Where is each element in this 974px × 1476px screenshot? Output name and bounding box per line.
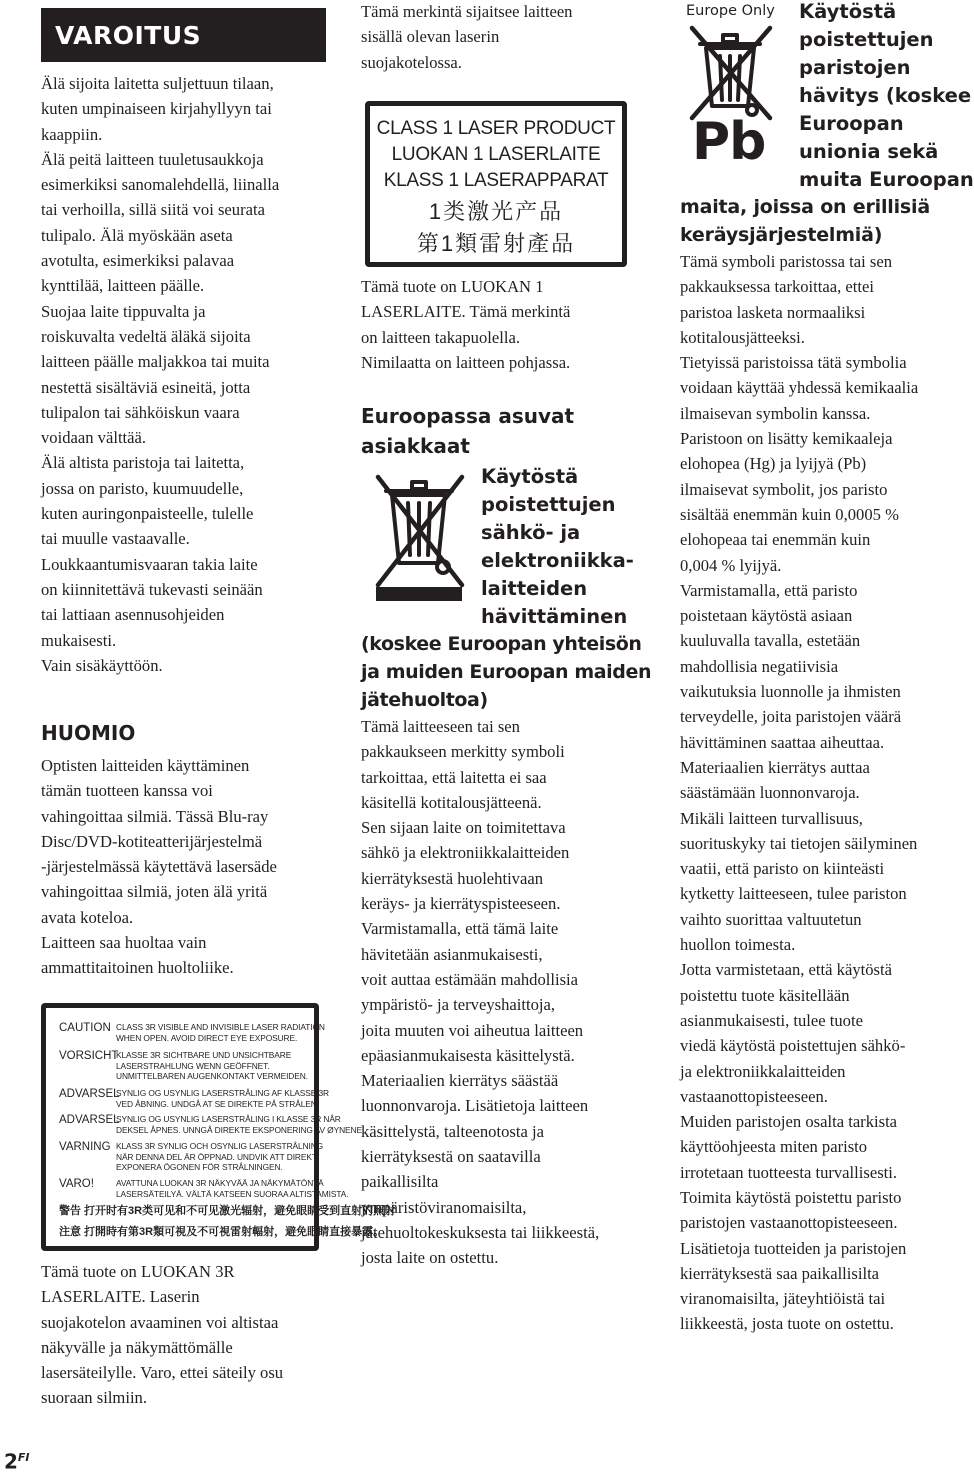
caution-text-line: SYNLIG OG USYNLIG LASERSTRÅLING AF KLASSE 3R bbox=[116, 1088, 329, 1098]
text-line: epäasianmukaisesta käsittelystä. bbox=[361, 1045, 575, 1065]
text-line: Toimita käytöstä poistettu paristo bbox=[680, 1187, 902, 1207]
caution-language-key: ADVARSEL bbox=[59, 1088, 120, 1100]
class3r-paragraph bbox=[41, 1259, 331, 1411]
text-line: ilmaisevat symbolit, jos paristo bbox=[680, 479, 888, 499]
text-line: sähkö ja elektroniikkalaitteiden bbox=[361, 843, 570, 863]
text-line: poistettujen bbox=[481, 493, 616, 516]
caution-language-key: ADVARSEL bbox=[59, 1114, 120, 1126]
text-line: maita, joissa on erillisiä bbox=[680, 196, 930, 218]
caution-text-line: KLASSE 3R SICHTBARE UND UNSICHTBARE bbox=[116, 1050, 292, 1060]
text-line: asiakkaat bbox=[361, 434, 470, 458]
text-line: elektroniikka- bbox=[481, 549, 634, 572]
laser-label-line: LUOKAN 1 LASERLAITE bbox=[391, 144, 601, 165]
text-line: Älä altista paristoja tai laitetta, bbox=[41, 453, 245, 473]
text-line: Tämä merkintä sijaitsee laitteen bbox=[361, 2, 573, 21]
text-line: mukaisesti. bbox=[41, 630, 117, 650]
text-line: mahdollisia negatiivisia bbox=[680, 656, 839, 676]
text-line: ja muiden Euroopan maiden bbox=[361, 661, 652, 683]
caution-cjk-line: 警告 打开时有3R类可见和不可见激光辐射，避免眼睛受到直射的照射 bbox=[59, 1205, 396, 1217]
text-line: Nimilaatta on laitteen pohjassa. bbox=[361, 352, 571, 372]
text-line: Tämä tuote on LUOKAN 3R bbox=[41, 1262, 235, 1281]
class1-paragraphs bbox=[361, 274, 651, 375]
europe-only-caption: Europe Only bbox=[686, 3, 775, 19]
paragraph bbox=[680, 957, 965, 1109]
text-line: hävittäminen bbox=[481, 605, 628, 628]
text-line: vaatii, että paristo on kiinteästi bbox=[680, 859, 885, 879]
caution-text-line: EXPONERA ÖGONEN FÖR STRÅLNINGEN. bbox=[116, 1162, 283, 1173]
text-line: Mikäli laitteen turvallisuus, bbox=[680, 808, 863, 828]
text-line: hävittäminen saattaa aiheuttaa. bbox=[680, 732, 885, 752]
text-line: ympäristöviranomaisilta, bbox=[361, 1197, 527, 1217]
text-line: tai muulle vastaavalle. bbox=[41, 529, 190, 549]
text-line: vaihto suorittaa valtuutetun bbox=[680, 909, 862, 929]
laser-label-line: CLASS 1 LASER PRODUCT bbox=[376, 118, 616, 139]
paragraph bbox=[41, 753, 331, 930]
crossed-out-bin-icon bbox=[372, 467, 468, 605]
text-line: jätehuoltoa) bbox=[361, 689, 488, 711]
caution-language-key: VARNING bbox=[59, 1141, 111, 1153]
laser-label-cjk-line: 1类激光产品 bbox=[428, 199, 564, 224]
text-line: poistettujen bbox=[799, 28, 934, 51]
lead-symbol: Pb bbox=[692, 112, 766, 172]
text-line: Jotta varmistetaan, että käytöstä bbox=[680, 960, 892, 980]
weee-disposal-heading bbox=[481, 463, 634, 631]
text-line: pakkauksessa tarkoittaa, ettei bbox=[680, 277, 874, 297]
battery-disposal-heading-full bbox=[680, 193, 930, 249]
paragraph bbox=[680, 350, 965, 578]
text-line: hävitys (koskee bbox=[799, 84, 972, 107]
text-line: Tämä laitteeseen tai sen bbox=[361, 717, 520, 736]
warning-title: VAROITUS bbox=[55, 20, 202, 50]
caution-row bbox=[59, 1114, 365, 1135]
text-line: ja elektroniikkalaitteiden bbox=[680, 1061, 846, 1081]
text-line: hävitetään asianmukaisesti, bbox=[361, 944, 543, 964]
text-line: poistetaan käytöstä asiaan bbox=[680, 606, 853, 626]
caution-text-line: UNMITTELBAREN AUGENKONTAKT VERMEIDEN. bbox=[116, 1071, 308, 1082]
text-line: liikkeestä, josta tuote on ostettu. bbox=[680, 1314, 894, 1334]
text-line: Euroopan bbox=[799, 112, 904, 135]
text-line: kierrätyksestä huolehtivaan bbox=[361, 868, 544, 888]
text-line: näkyvälle ja näkymättömälle bbox=[41, 1337, 233, 1357]
caution-text bbox=[116, 1088, 329, 1109]
text-line: vaikutuksia luonnolle ja ihmisten bbox=[680, 682, 901, 702]
text-line: 0,004 % lyijyä. bbox=[680, 555, 782, 575]
paragraph bbox=[41, 930, 331, 981]
text-line: Käytöstä bbox=[799, 0, 897, 23]
text-line: elohopeaa tai enemmän kuin bbox=[680, 530, 871, 550]
text-line: Älä peitä laitteen tuuletusaukkoja bbox=[41, 149, 264, 169]
text-line: josta laite on ostettu. bbox=[361, 1248, 499, 1268]
caution-text-line: KLASS 3R SYNLIG OCH OSYNLIG LASERSTRÅLNING bbox=[116, 1141, 324, 1151]
paragraph bbox=[41, 552, 331, 653]
laser-location-paragraph bbox=[361, 0, 651, 75]
laser-label-line: KLASS 1 LASERAPPARAT bbox=[383, 170, 609, 191]
caution-row bbox=[59, 1088, 329, 1109]
paragraph bbox=[41, 450, 331, 551]
text-line: sisällä olevan laserin bbox=[361, 27, 500, 47]
text-line: tai lattiaan asennusohjeiden bbox=[41, 605, 225, 625]
text-line: kierrätyksestä on saatavilla bbox=[361, 1147, 541, 1167]
text-line: keräysjärjestelmiä) bbox=[680, 224, 883, 246]
text-line: kuten umpinaiseen kirjahyllyyn tai bbox=[41, 99, 272, 119]
text-line: vahingoittaa silmiä, joten älä yritä bbox=[41, 882, 268, 902]
text-line: terveydelle, joita paristojen väärä bbox=[680, 707, 902, 727]
caution-text bbox=[116, 1141, 323, 1173]
text-line: käsittelystä, talteenotosta ja bbox=[361, 1121, 544, 1141]
caution-text bbox=[116, 1022, 325, 1043]
caution-text-line: NÄR DENNA DEL ÄR ÖPPNAD. UNDVIK ATT DIREKT bbox=[116, 1151, 317, 1162]
text-line: roiskuvalta vedeltä äläkä sijoita bbox=[41, 326, 251, 346]
text-line: Lisätietoja tuotteiden ja paristojen bbox=[680, 1238, 907, 1258]
text-line: avata koteloa. bbox=[41, 907, 134, 927]
text-line: tulipalo. Älä myöskään aseta bbox=[41, 225, 233, 245]
text-line: paikallisilta bbox=[361, 1172, 439, 1192]
text-line: vahingoittaa silmiä. Tässä Blu-ray bbox=[41, 806, 269, 826]
text-line: Tämä tuote on LUOKAN 1 bbox=[361, 277, 544, 296]
text-line: kotitalousjätteeksi. bbox=[680, 327, 805, 347]
notice-heading: HUOMIO bbox=[41, 721, 136, 745]
text-line: asianmukaisesti, tulee tuote bbox=[680, 1010, 863, 1030]
text-line: suojakotelon avaaminen voi altistaa bbox=[41, 1312, 279, 1332]
text-line: tai verhoilla, sillä siitä voi seurata bbox=[41, 200, 265, 220]
text-line: laitteiden bbox=[481, 577, 588, 600]
caution-text-line: LASERSÄTEILYÄ. VÄLTÄ KATSEEN SUORAA ALTISTAMISTA. bbox=[116, 1188, 349, 1199]
text-line: elohopea (Hg) ja lyijyä (Pb) bbox=[680, 454, 867, 474]
text-line: Loukkaantumisvaaran takia laite bbox=[41, 554, 258, 574]
text-line: kierrätyksestä saa paikallisilta bbox=[680, 1263, 880, 1283]
text-line: voidaan käyttää yhdessä kemikaalia bbox=[680, 378, 919, 398]
class1-laser-label bbox=[365, 101, 627, 267]
caution-language-key: VORSICHT bbox=[59, 1050, 119, 1062]
battery-disposal-paragraphs bbox=[680, 249, 965, 1337]
text-line: on kiinnitettävä tukevasti seinään bbox=[41, 579, 263, 599]
text-line: Käytöstä bbox=[481, 465, 579, 488]
text-line: käsitellä kotitalousjätteenä. bbox=[361, 792, 542, 812]
text-line: Materiaalien kierrätys auttaa bbox=[680, 757, 870, 777]
section-heading bbox=[361, 401, 574, 461]
text-line: paristojen vastaanottopisteeseen. bbox=[680, 1213, 898, 1233]
text-line: Optisten laitteiden käyttäminen bbox=[41, 756, 250, 775]
text-line: lasersäteilylle. Varo, ettei säteily osu bbox=[41, 1363, 284, 1383]
text-line: Paristoon on lisätty kemikaaleja bbox=[680, 429, 893, 449]
paragraph bbox=[361, 274, 651, 350]
text-line: poistettu tuote käsitellään bbox=[680, 985, 850, 1005]
caution-text-line: WHEN OPEN. AVOID DIRECT EYE EXPOSURE. bbox=[116, 1032, 298, 1043]
text-line: Materiaalien kierrätys säästää bbox=[361, 1071, 559, 1091]
caution-text-line: CLASS 3R VISIBLE AND INVISIBLE LASER RADIATION bbox=[116, 1022, 325, 1032]
text-line: voit auttaa estämään mahdollisia bbox=[361, 969, 579, 989]
text-line: huollon toimesta. bbox=[680, 935, 796, 955]
text-line: kuuluvalla tavalla, estetään bbox=[680, 631, 861, 651]
caution-text-line: SYNLIG OG USYNLIG LASERSTRÅLING I KLASSE 3R NÅR bbox=[116, 1114, 341, 1124]
language-code: FI bbox=[17, 1451, 30, 1464]
text-line: tulipalon tai sähköiskun vaara bbox=[41, 402, 240, 422]
caution-text bbox=[116, 1114, 364, 1135]
caution-label bbox=[41, 1003, 396, 1251]
caution-row bbox=[59, 1050, 308, 1082]
text-line: paristoa lasketa normaaliksi bbox=[680, 302, 866, 322]
paragraph bbox=[680, 1109, 965, 1337]
text-line: keräys- ja kierrätyspisteeseen. bbox=[361, 894, 561, 914]
caution-row bbox=[59, 1141, 324, 1173]
caution-text-line: VED ÅBNING. UNDGÅ AT SE DIREKTE PÅ STRÅLEN. bbox=[116, 1098, 319, 1109]
caution-row bbox=[59, 1178, 349, 1199]
text-line: suorituskyky tai tietojen säilyminen bbox=[680, 833, 918, 853]
text-line: kynttilää, laitteen päälle. bbox=[41, 276, 205, 296]
paragraph bbox=[680, 249, 965, 350]
text-line: Sen sijaan laite on toimitettava bbox=[361, 818, 566, 838]
paragraph bbox=[361, 916, 651, 1068]
paragraph bbox=[41, 299, 331, 451]
text-line: LASERLAITE. Laserin bbox=[41, 1287, 200, 1307]
laser-label-cjk-line: 第1類雷射產品 bbox=[416, 231, 576, 256]
weee-disposal-paragraphs bbox=[361, 714, 651, 1271]
caution-text-line: DEKSEL ÅPNES. UNNGÅ DIREKTE EKSPONERING AV ØYNENE. bbox=[116, 1124, 365, 1135]
paragraph bbox=[361, 815, 651, 916]
text-line: jossa on paristo, kuumuudelle, bbox=[41, 478, 244, 498]
page-number bbox=[4, 1446, 30, 1474]
text-line: vastaanottopisteeseen. bbox=[680, 1086, 828, 1106]
text-line: ammattitaitoinen huoltoliike. bbox=[41, 958, 234, 978]
text-line: Euroopassa asuvat bbox=[361, 404, 575, 428]
paragraph bbox=[680, 578, 965, 806]
warning-banner bbox=[41, 8, 326, 62]
text-line: luonnonvaroja. Lisätietoja laitteen bbox=[361, 1096, 589, 1116]
text-line: LASERLAITE. Tämä merkintä bbox=[361, 302, 571, 322]
caution-language-key: CAUTION bbox=[59, 1022, 111, 1034]
caution-text-line: LASERSTRAHLUNG WENN GEÖFFNET. bbox=[116, 1060, 270, 1071]
text-line: Suojaa laite tippuvalta ja bbox=[41, 301, 206, 321]
text-line: suojakotelossa. bbox=[361, 52, 462, 72]
text-line: Vain sisäkäyttöön. bbox=[41, 655, 163, 675]
text-line: kytketty laitteeseen, tulee pariston bbox=[680, 884, 907, 904]
text-line: pakkaukseen merkitty symboli bbox=[361, 742, 565, 762]
warning-paragraphs bbox=[41, 71, 331, 678]
battery-bin-icon bbox=[684, 22, 780, 122]
text-line: avotulta, esimerkiksi palavaa bbox=[41, 251, 235, 271]
text-line: Varmistamalla, että paristo bbox=[680, 580, 858, 600]
text-line: ympäristö- ja terveyshaittoja, bbox=[361, 995, 555, 1015]
text-line: kaappiin. bbox=[41, 124, 103, 144]
text-line: unionia sekä bbox=[799, 140, 939, 163]
text-line: Tämä symboli paristossa tai sen bbox=[680, 252, 892, 271]
text-line: muita Euroopan bbox=[799, 168, 974, 191]
text-line: paristojen bbox=[799, 56, 911, 79]
text-line: on laitteen takapuolella. bbox=[361, 327, 520, 347]
text-line: Muiden paristojen osalta tarkista bbox=[680, 1112, 898, 1132]
text-line: tämän tuotteen kanssa voi bbox=[41, 781, 213, 801]
caution-row bbox=[59, 1022, 325, 1043]
text-line: joita muuten voi aiheutua laitteen bbox=[361, 1020, 584, 1040]
text-line: Varmistamalla, että tämä laite bbox=[361, 919, 559, 939]
text-line: sähkö- ja bbox=[481, 521, 581, 544]
text-line: Laitteen saa huoltaa vain bbox=[41, 933, 207, 953]
paragraph bbox=[41, 147, 331, 299]
text-line: tarkoittaa, että laitetta ei saa bbox=[361, 767, 547, 787]
text-line: suoraan silmiin. bbox=[41, 1388, 148, 1408]
paragraph bbox=[41, 653, 331, 678]
text-line: viranomaisilta, jäteyhtiöistä tai bbox=[680, 1289, 886, 1309]
paragraph bbox=[41, 71, 331, 147]
page-number-value: 2 bbox=[4, 1449, 18, 1474]
text-line: käyttöohjeesta miten paristo bbox=[680, 1137, 868, 1157]
text-line: Tietyissä paristoissa tätä symbolia bbox=[680, 353, 907, 373]
text-line: (koskee Euroopan yhteisön bbox=[361, 633, 642, 655]
paragraph bbox=[361, 714, 651, 815]
caution-text bbox=[116, 1050, 308, 1082]
text-line: ilmaisevan symbolin kanssa. bbox=[680, 403, 871, 423]
text-line: viedä käytöstä poistettujen sähkö- bbox=[680, 1036, 906, 1056]
caution-cjk-line: 注意 打開時有第3R類可視及不可視雷射輻射，避免眼睛直接暴露。 bbox=[59, 1226, 385, 1238]
paragraph bbox=[361, 350, 651, 375]
text-line: kuten auringonpaisteelle, tulelle bbox=[41, 504, 254, 524]
text-line: irrotetaan tuotteesta turvallisesti. bbox=[680, 1162, 898, 1182]
text-line: jätehuoltokeskuksesta tai liikkeestä, bbox=[361, 1222, 600, 1242]
text-line: voidaan välttää. bbox=[41, 428, 147, 448]
notice-paragraphs bbox=[41, 753, 331, 981]
paragraph bbox=[680, 806, 965, 958]
text-line: Älä sijoita laitetta suljettuun tilaan, bbox=[41, 74, 274, 93]
text-line: -järjestelmässä käytettävä lasersäde bbox=[41, 857, 277, 877]
paragraph bbox=[361, 1068, 651, 1270]
text-line: laitteen päälle maljakkoa tai muita bbox=[41, 352, 270, 372]
caution-text bbox=[116, 1178, 348, 1199]
text-line: nestettä sisältäviä esineitä, jotta bbox=[41, 377, 251, 397]
caution-language-key: VARO! bbox=[59, 1178, 94, 1190]
text-line: esimerkiksi sanomalehdellä, liinalla bbox=[41, 175, 280, 195]
text-line: säästämään luonnonvaroja. bbox=[680, 783, 860, 803]
text-line: Disc/DVD-kotiteatterijärjestelmä bbox=[41, 831, 263, 851]
weee-disposal-subheading bbox=[361, 630, 651, 714]
text-line: sisältää enemmän kuin 0,0005 % bbox=[680, 504, 899, 524]
caution-text-line: AVATTUNA LUOKAN 3R NÄKYVÄÄ JA NÄKYMÄTÖNTÄ bbox=[116, 1178, 324, 1188]
battery-disposal-heading-side bbox=[799, 0, 974, 194]
